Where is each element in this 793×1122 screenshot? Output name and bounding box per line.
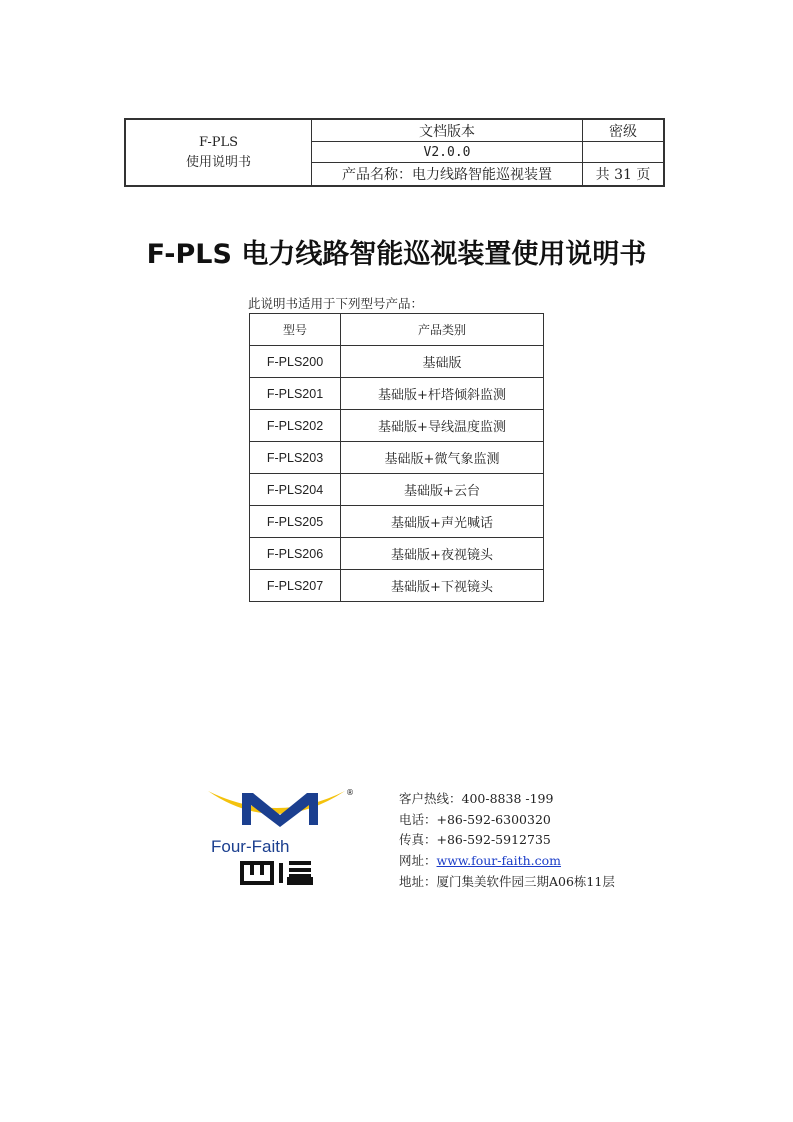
category-cell: 基础版	[341, 346, 544, 378]
product-table	[249, 313, 544, 602]
table-row	[250, 506, 544, 538]
category-cell: 基础版+导线温度监测	[341, 410, 544, 442]
category-cell: 基础版+下视镜头	[341, 570, 544, 602]
contact-web	[399, 851, 615, 872]
contact-web-link[interactable]: www.four-faith.com	[436, 853, 562, 869]
registered-mark: ®	[346, 788, 354, 797]
contact-info	[399, 789, 615, 893]
table-row	[250, 346, 544, 378]
contact-hotline: 客户热线：400-8838 -199	[399, 791, 554, 806]
column-header-category: 产品类别	[341, 314, 544, 346]
header-version: V2.0.0	[312, 142, 582, 163]
document-title: F-PLS 电力线路智能巡视装置使用说明书	[146, 239, 647, 270]
table-row	[250, 538, 544, 570]
logo-arc-icon	[208, 791, 345, 814]
model-cell: F-PLS205	[250, 506, 341, 538]
header-doc-version-label: 文档版本	[312, 120, 582, 142]
category-cell: 基础版+夜视镜头	[341, 538, 544, 570]
contact-web-label: 网址：	[399, 853, 437, 869]
intro-text: 此说明书适用于下列型号产品：	[248, 296, 424, 311]
logo-brand-text: Four-Faith	[211, 837, 290, 856]
header-doc-type: 使用说明书	[185, 154, 251, 170]
header-page-count: 共 31 页	[582, 163, 663, 185]
table-row	[250, 474, 544, 506]
four-faith-logo-icon	[205, 785, 360, 895]
table-row	[250, 442, 544, 474]
header-product-code: F-PLS	[198, 134, 239, 150]
column-header-model: 型号	[250, 314, 341, 346]
document-header-table	[124, 118, 665, 187]
contact-fax: 传真：+86-592-5912735	[399, 832, 551, 848]
category-cell: 基础版+杆塔倾斜监测	[341, 378, 544, 410]
model-cell: F-PLS202	[250, 410, 341, 442]
header-secrecy-value	[582, 142, 663, 163]
contact-phone: 电话：+86-592-6300320	[399, 811, 551, 827]
category-cell: 基础版+声光喊话	[341, 506, 544, 538]
category-cell: 基础版+云台	[341, 474, 544, 506]
model-cell: F-PLS201	[250, 378, 341, 410]
model-cell: F-PLS206	[250, 538, 341, 570]
model-cell: F-PLS204	[250, 474, 341, 506]
table-row	[250, 378, 544, 410]
table-row	[250, 570, 544, 602]
table-row	[250, 410, 544, 442]
model-cell: F-PLS203	[250, 442, 341, 474]
category-cell: 基础版+微气象监测	[341, 442, 544, 474]
product-table-header-row	[250, 314, 544, 346]
logo-chinese-mark-icon	[242, 863, 311, 883]
header-product-cell	[126, 120, 312, 185]
model-cell: F-PLS200	[250, 346, 341, 378]
four-faith-logo	[205, 785, 360, 895]
model-cell: F-PLS207	[250, 570, 341, 602]
header-secrecy-label: 密级	[582, 120, 663, 142]
header-product-name: 产品名称：电力线路智能巡视装置	[342, 167, 552, 183]
contact-address: 地址：厦门集美软件园三期A06栋11层	[399, 873, 615, 889]
